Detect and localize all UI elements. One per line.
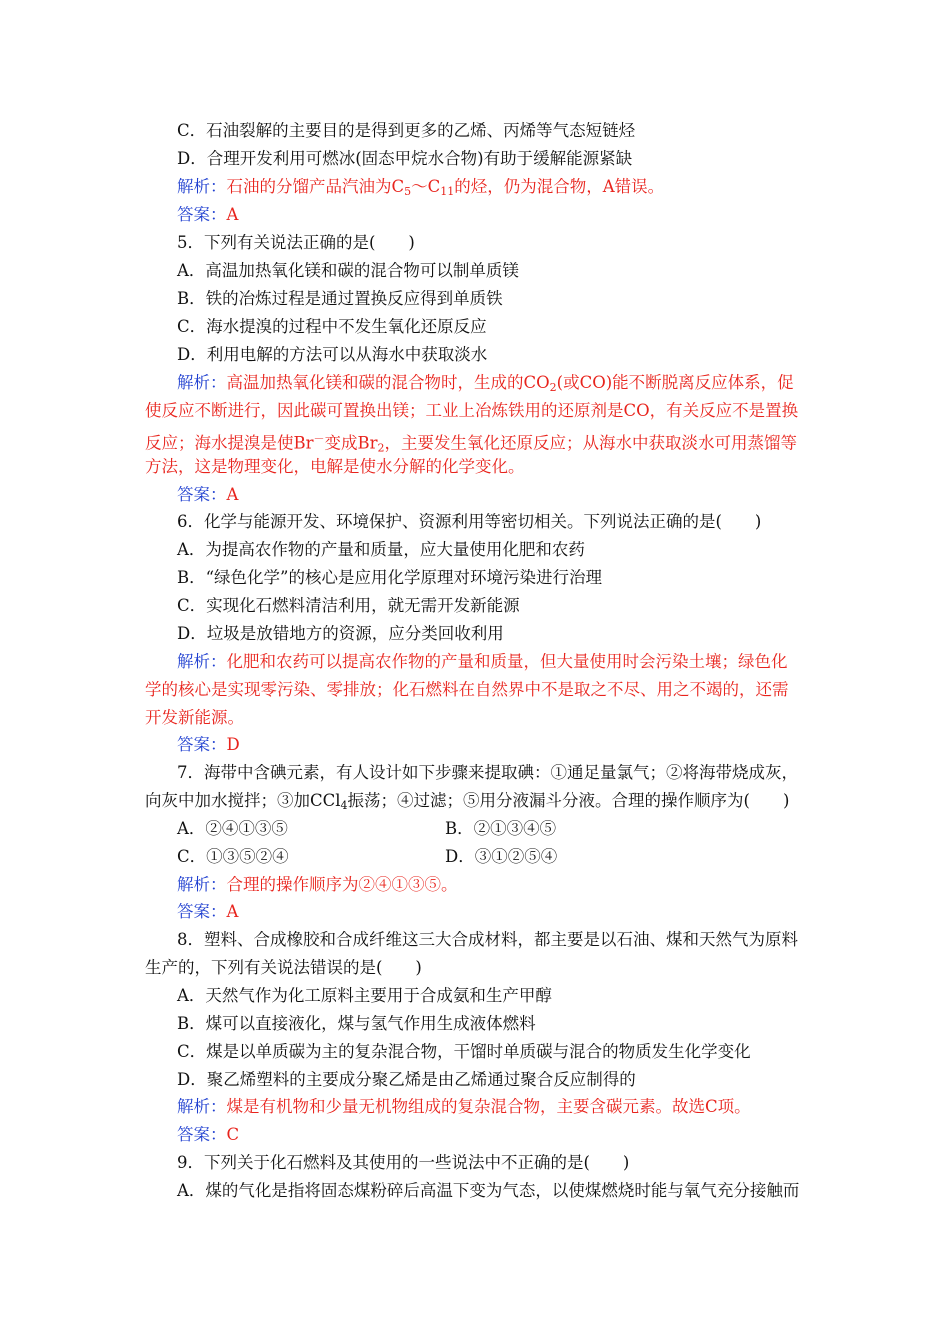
- option-d-q5: D．利用电解的方法可以从海水中获取淡水: [177, 345, 488, 364]
- question-6: 6．化学与能源开发、环境保护、资源利用等密切相关。下列说法正确的是( ): [177, 512, 762, 531]
- explanation-q8: 解析：煤是有机物和少量无机物组成的复杂混合物，主要含碳元素。故选C项。: [177, 1097, 751, 1116]
- option-d-q4: D．合理开发利用可燃冰(固态甲烷水合物)有助于缓解能源紧缺: [177, 149, 633, 168]
- answer-q6: 答案：D: [177, 735, 240, 754]
- option-b-q7: B．②①③④⑤: [445, 819, 557, 838]
- question-8-line2: 生产的，下列有关说法错误的是( ): [145, 958, 422, 977]
- explanation-q5-line3: 反应；海水提溴是使Br－变成$Br_2$，主要发生氧化还原反应；从海水中获取淡水可用蒸馏等: [145, 432, 798, 455]
- answer-q4: 答案：A: [177, 205, 239, 224]
- option-a-q7: A．②④①③⑤: [177, 819, 288, 838]
- option-a-q5: A．高温加热氧化镁和碳的混合物可以制单质镁: [177, 261, 519, 280]
- answer-q8: 答案：C: [177, 1125, 240, 1144]
- option-c-q7: C．①③⑤②④: [177, 847, 289, 866]
- explanation-q5-line4: 方法，这是物理变化，电解是使水分解的化学变化。: [145, 457, 525, 476]
- explanation-q6-line3: 开发新能源。: [145, 708, 244, 727]
- option-d-q6: D．垃圾是放错地方的资源，应分类回收利用: [177, 624, 504, 643]
- option-c-q6: C．实现化石燃料清洁利用，就无需开发新能源: [177, 596, 520, 615]
- question-7-line1: 7．海带中含碘元素，有人设计如下步骤来提取碘：①通足量氯气；②将海带烧成灰，: [177, 763, 798, 782]
- question-8-line1: 8．塑料、合成橡胶和合成纤维这三大合成材料，都主要是以石油、煤和天然气为原料: [177, 930, 798, 949]
- option-b-q5: B．铁的冶炼过程是通过置换反应得到单质铁: [177, 289, 503, 308]
- option-c-q5: C．海水提溴的过程中不发生氧化还原反应: [177, 317, 487, 336]
- option-b-q6: B．“绿色化学”的核心是应用化学原理对环境污染进行治理: [177, 568, 602, 587]
- explanation-q4: 解析：石油的分馏产品汽油为$C_5\sim C_{11}$的烃，仍为混合物，A错误。: [177, 177, 665, 198]
- explanation-q6-line2: 学的核心是实现零污染、零排放；化石燃料在自然界中不是取之不尽、用之不竭的，还需: [145, 680, 789, 699]
- explanation-q6-line1: 解析：化肥和农药可以提高农作物的产量和质量，但大量使用时会污染土壤；绿色化: [177, 652, 788, 671]
- option-c-q8: C．煤是以单质碳为主的复杂混合物，干馏时单质碳与混合的物质发生化学变化: [177, 1042, 751, 1061]
- option-d-q7: D．③①②⑤④: [445, 847, 558, 866]
- question-9: 9．下列关于化石燃料及其使用的一些说法中不正确的是( ): [177, 1153, 630, 1172]
- answer-q7: 答案：A: [177, 902, 239, 921]
- option-a-q9: A．煤的气化是指将固态煤粉碎后高温下变为气态，以使煤燃烧时能与氧气充分接触而: [177, 1181, 800, 1200]
- options-q7-row1: [177, 819, 288, 839]
- explanation-q7: 解析：合理的操作顺序为②④①③⑤。: [177, 875, 458, 894]
- answer-q5: 答案：A: [177, 485, 239, 504]
- explanation-q5-line2: 使反应不断进行，因此碳可置换出镁；工业上冶炼铁用的还原剂是CO，有关反应不是置换: [145, 401, 799, 420]
- explanation-label: 解析：: [177, 177, 227, 196]
- option-b-q8: B．煤可以直接液化，煤与氢气作用生成液体燃料: [177, 1014, 536, 1033]
- option-d-q8: D．聚乙烯塑料的主要成分聚乙烯是由乙烯通过聚合反应制得的: [177, 1070, 636, 1089]
- option-a-q6: A．为提高农作物的产量和质量，应大量使用化肥和农药: [177, 540, 585, 559]
- question-5: 5．下列有关说法正确的是( ): [177, 233, 415, 252]
- option-a-q8: A．天然气作为化工原料主要用于合成氨和生产甲醇: [177, 986, 552, 1005]
- question-7-line2: 向灰中加水搅拌；③加CCl$_4$振荡；④过滤；⑤用分液漏斗分液。合理的操作顺序为( ): [145, 791, 790, 812]
- explanation-q5-line1: 解析：高温加热氧化镁和碳的混合物时，生成的$CO_2$(或CO)能不断脱离反应体系，促: [177, 373, 794, 394]
- option-c-q4: C．石油裂解的主要目的是得到更多的乙烯、丙烯等气态短链烃: [177, 121, 636, 140]
